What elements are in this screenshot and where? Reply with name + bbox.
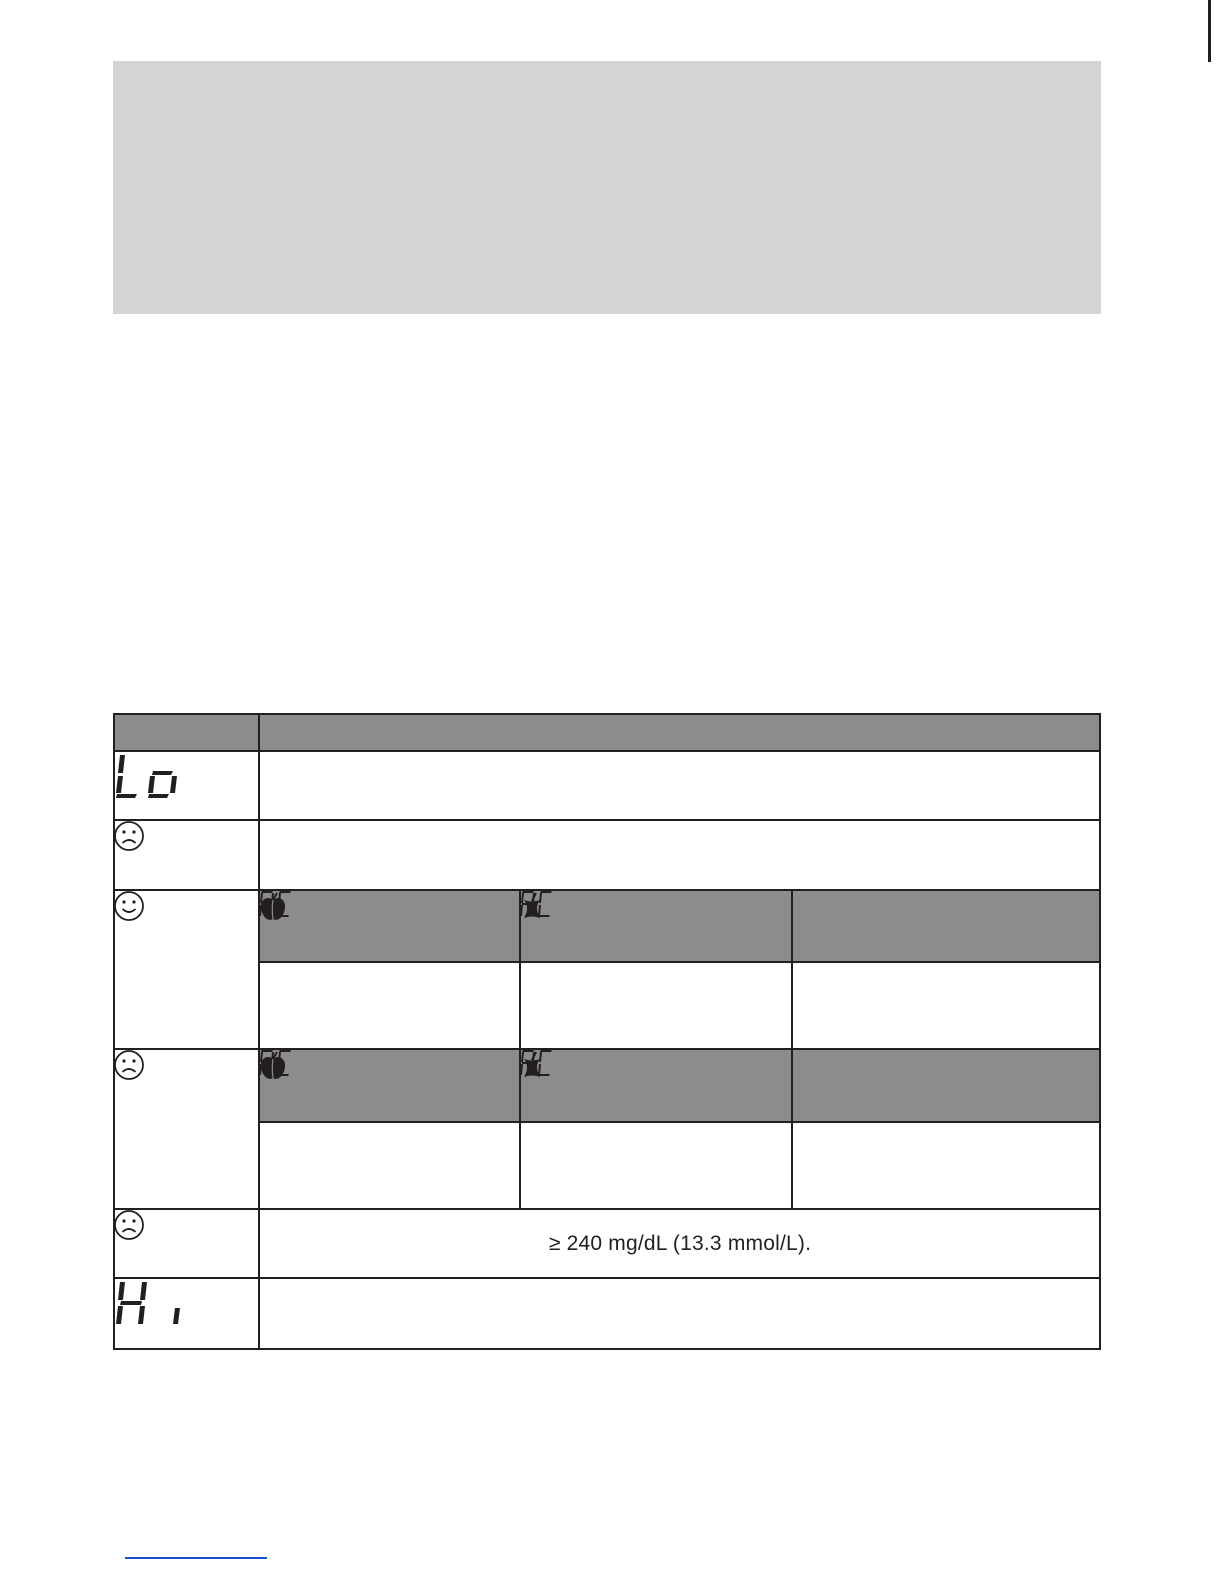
hi-indicator [113,1278,259,1350]
smiley-face-icon [113,890,145,922]
sad-face-icon [113,820,145,852]
high-range-text: ≥ 240 mg/dL (13.3 mmol/L). [548,1231,812,1255]
high-description [259,1209,1101,1278]
footer-link-underline[interactable] [125,1557,267,1559]
hi-description [259,1278,1101,1350]
extra-value-2 [792,1122,1101,1209]
sad-face-icon [113,1209,145,1241]
extra-header-1 [792,890,1101,962]
table-header [113,713,1101,751]
ac-value-2 [259,1122,520,1209]
apple-core-icon [520,892,544,922]
lo-description [259,751,1101,820]
pc-header-2 [520,1049,792,1122]
extra-header-2 [792,1049,1101,1122]
normal-indicator [113,890,259,1049]
high-indicator [113,1209,259,1278]
row2-description [259,820,1101,890]
whole-apple-icon [259,892,287,922]
lcd-hi-icon [113,1278,183,1330]
ac-header-2 [259,1049,520,1122]
sad-face-icon [113,1049,145,1081]
whole-apple-icon [259,1051,287,1081]
pc-value-2 [520,1122,792,1209]
pc-header-1 [520,890,792,962]
pc-value-1 [520,962,792,1049]
lcd-lo-icon [113,751,179,801]
warning-indicator [113,1049,259,1209]
ac-value-1 [259,962,520,1049]
apple-core-icon [520,1051,544,1081]
extra-value-1 [792,962,1101,1049]
info-box [113,61,1101,314]
row2-indicator [113,820,259,890]
glucose-result-table [113,713,1101,1350]
page-edge-rule [1208,0,1211,62]
ac-header-1 [259,890,520,962]
lo-indicator [113,751,259,820]
